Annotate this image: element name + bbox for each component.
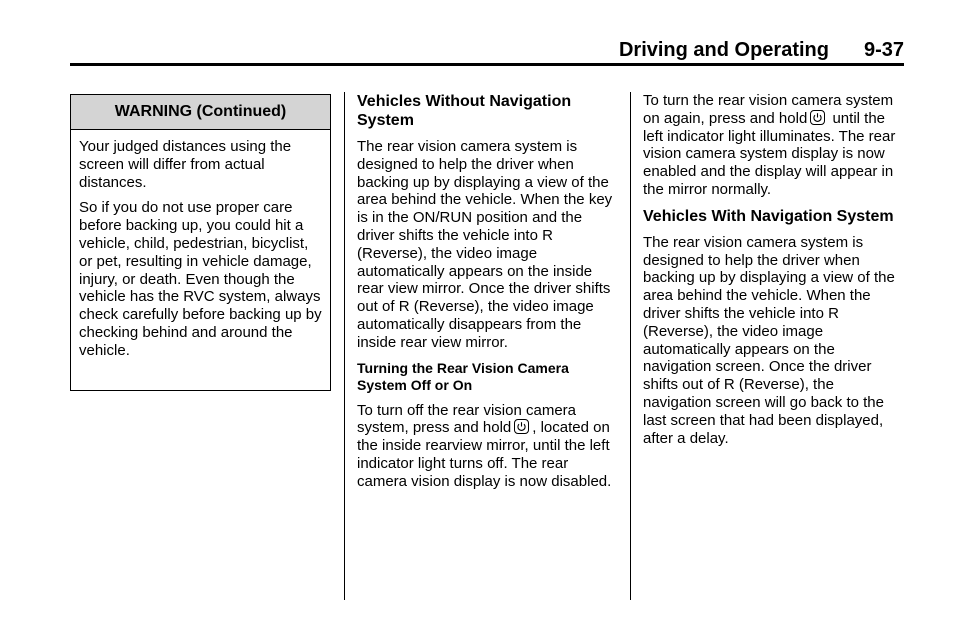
warning-title: WARNING (Continued) — [71, 95, 330, 130]
column-divider-right — [630, 92, 631, 600]
subsection-heading: Turning the Rear Vision Camera System Off or On — [357, 359, 569, 393]
column-right — [643, 92, 905, 455]
text-run: , located on the inside rearview mirror, until the left indicator light turns off. The rear camera vision display is now disabled. — [357, 419, 612, 490]
power-button-icon — [810, 110, 825, 125]
text-run: until the left indicator light illuminates. The rear vision camera system display is now enabled and the display will appear in the mirror normally. — [643, 109, 896, 198]
warning-paragraph: Your judged distances using the screen will differ from actual distances. — [79, 138, 292, 191]
text-run: To turn the rear vision camera system on again, press and hold — [643, 92, 894, 127]
section-heading: Vehicles With Navigation System — [643, 207, 894, 225]
body-paragraph: The rear vision camera system is designed to help the driver when backing up by displaying a view of the area behind the vehicle. When the driver shifts the vehicle into R (Reverse), the video image automatically appears on the navigation screen. Once the driver shifts out of R (Reverse), the navigation screen will go back to the last screen that had been displayed, after a delay. — [643, 233, 895, 447]
section-title: Driving and Operating — [618, 39, 829, 61]
page-number: 9-37 — [863, 39, 904, 61]
body-paragraph — [643, 92, 905, 199]
column-divider-left — [344, 92, 345, 600]
text-run: To turn off the rear vision camera system, press and hold — [357, 401, 576, 437]
column-middle — [357, 92, 619, 499]
section-heading: Vehicles Without Navigation System — [357, 93, 572, 129]
warning-box — [70, 94, 331, 391]
body-paragraph — [357, 402, 619, 491]
page-header — [70, 38, 904, 62]
power-button-icon — [514, 419, 529, 434]
body-paragraph: The rear vision camera system is designed to help the driver when backing up by displaying a view of the area behind the vehicle. When the key is in the ON/RUN position and the driver shifts the vehicle into R (Reverse), the video image automatically appears on the inside rear view mirror. Once the driver shifts out of R (Reverse), the video image automatically disappears from the inside rear view mirror. — [357, 138, 613, 351]
warning-paragraph: So if you do not use proper care before backing up, you could hit a vehicle, child, pedestrian, bicyclist, or pet, resulting in vehicle damage, injury, or death. Even though the vehicle has the RVC system, always check carefully before backing up by checking behind and around the vehicle. — [79, 199, 322, 359]
header-rule — [70, 63, 904, 66]
